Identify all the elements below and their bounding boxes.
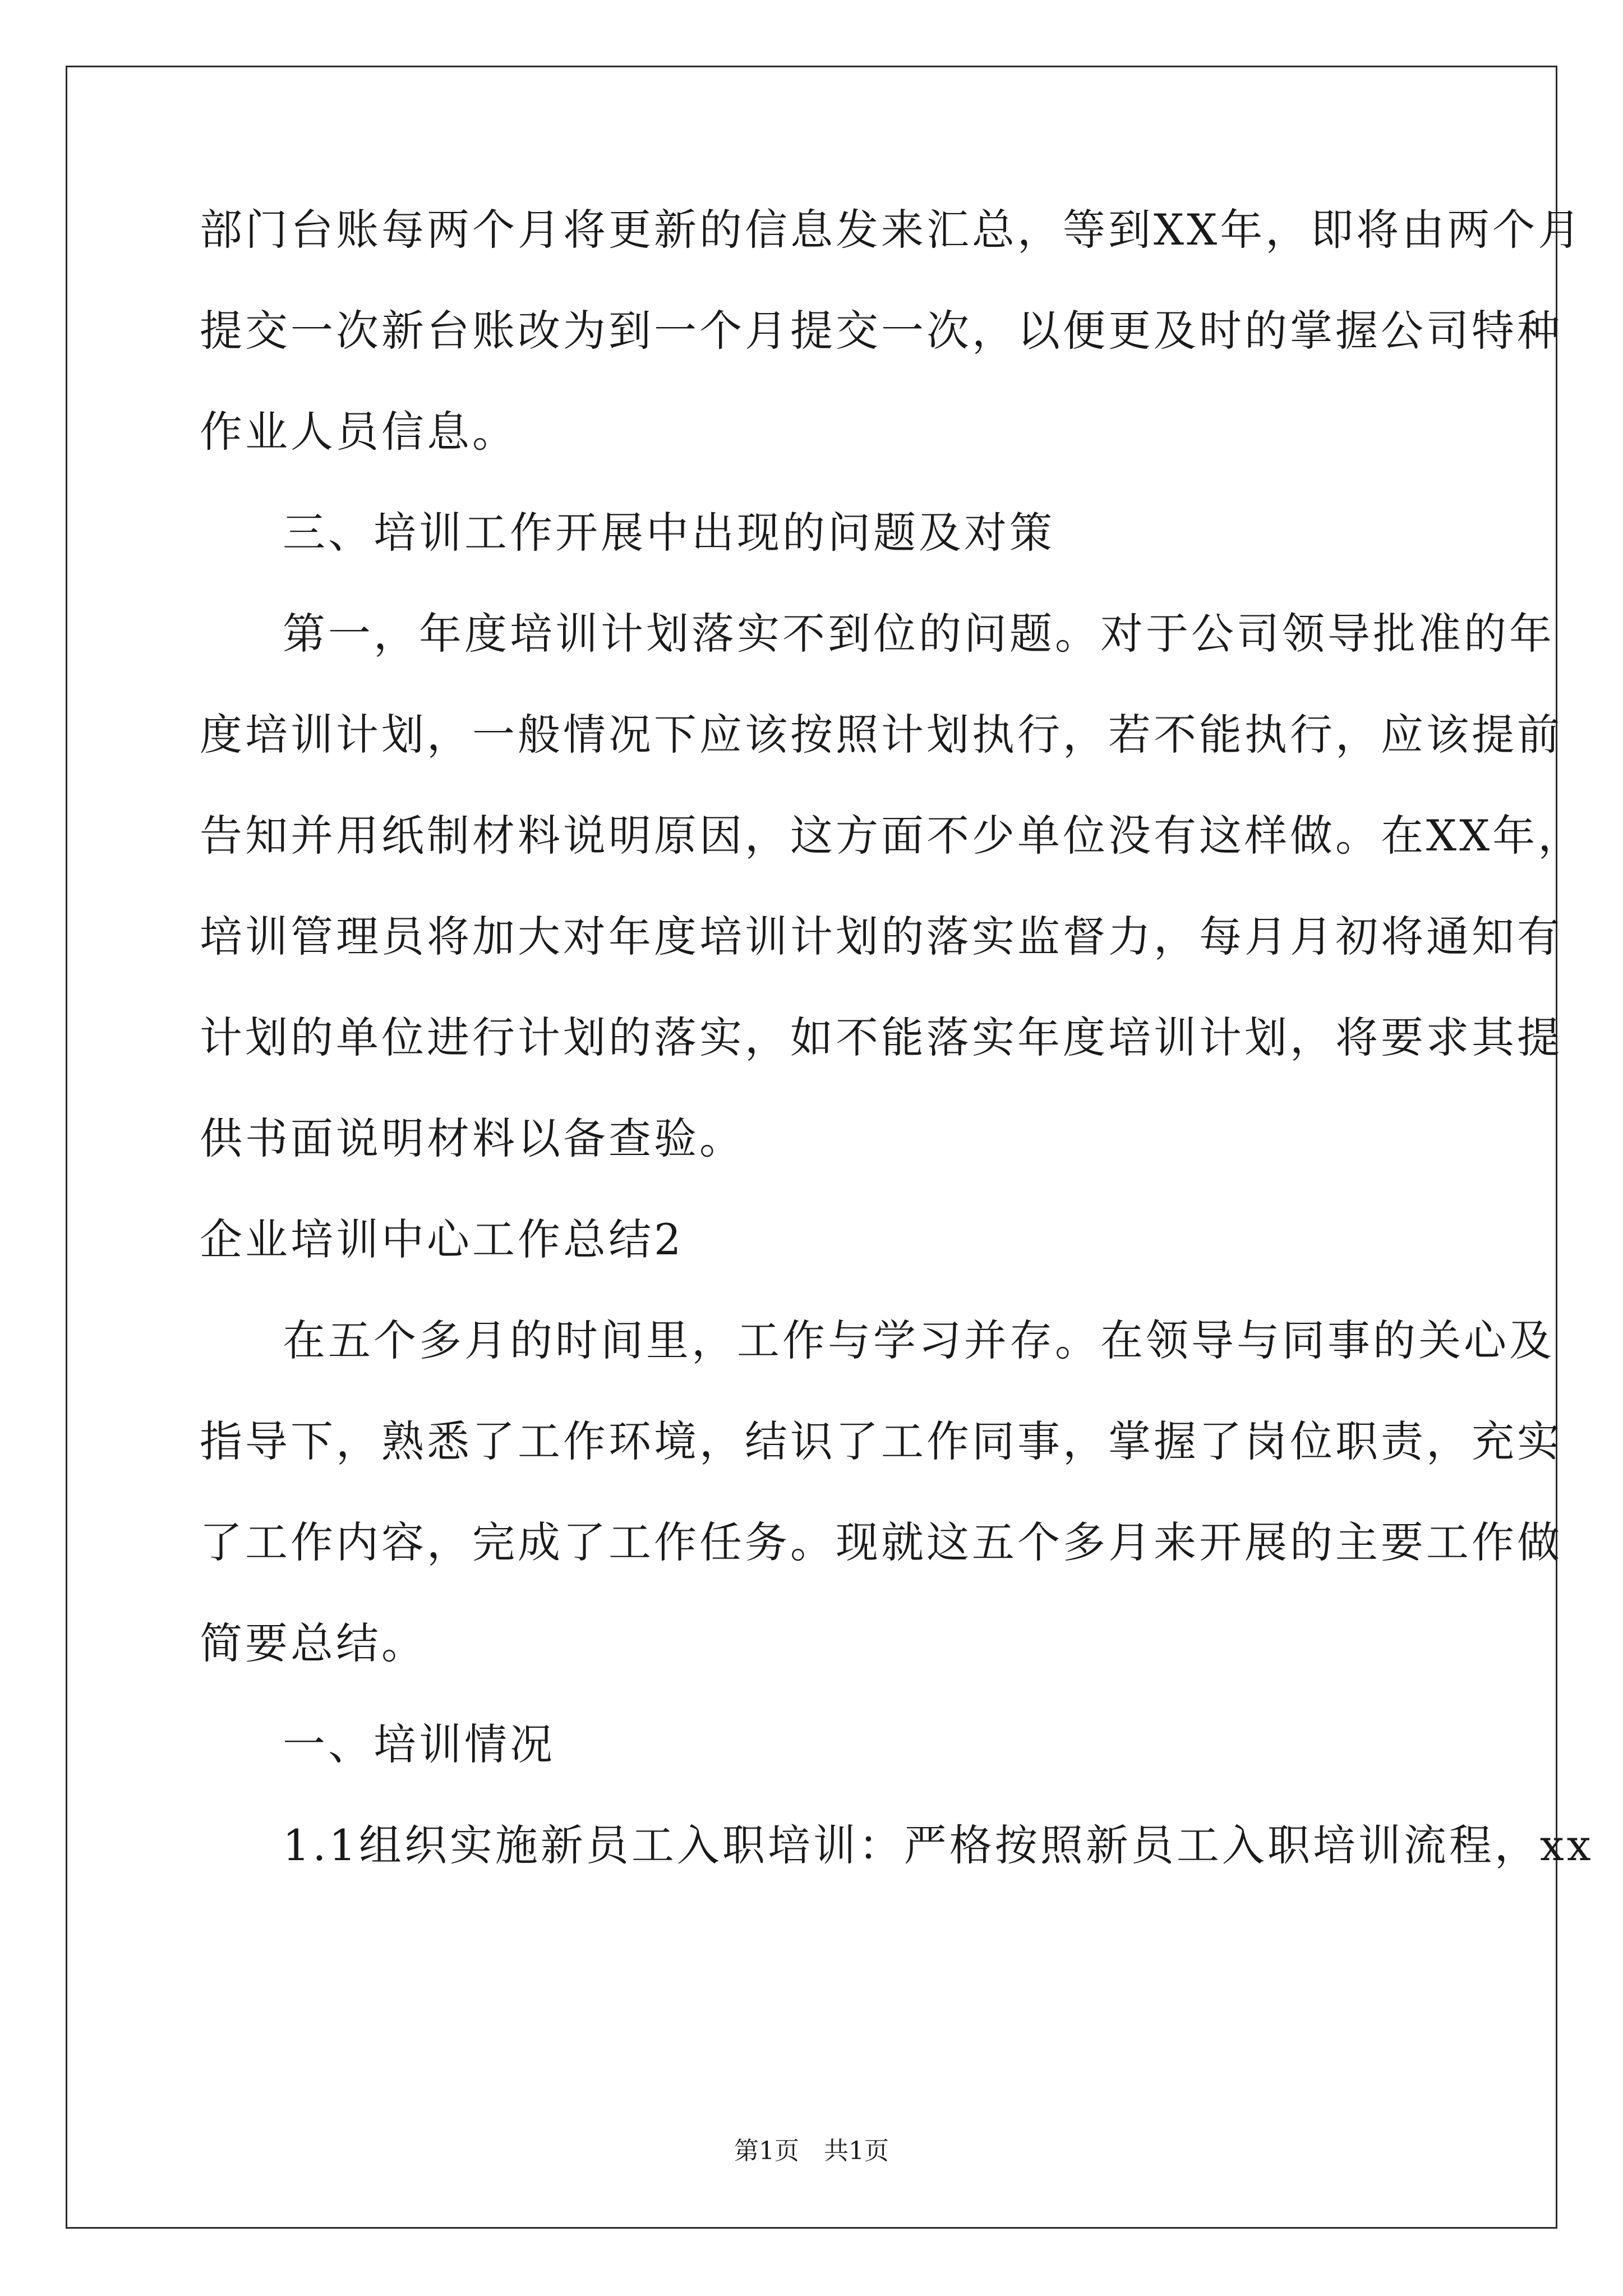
section-heading: 一、培训情况 [283, 1719, 555, 1769]
paragraph-line: 提交一次新台账改为到一个月提交一次，以便更及时的掌握公司特种 [200, 306, 1562, 356]
page-footer: 第1页 共1页 [734, 2137, 889, 2165]
paragraph-line: 在五个多月的时间里，工作与学习并存。在领导与同事的关心及 [283, 1315, 1555, 1365]
section-heading: 三、培训工作开展中出现的问题及对策 [283, 508, 1055, 558]
document-title: 企业培训中心工作总结2 [200, 1214, 684, 1264]
paragraph-line: 培训管理员将加大对年度培训计划的落实监督力，每月月初将通知有 [200, 912, 1562, 961]
paragraph-line: 作业人员信息。 [200, 407, 518, 457]
paragraph-line: 告知并用纸制材料说明原因，这方面不少单位没有这样做。在XX年， [200, 811, 1584, 861]
paragraph-line: 简要总结。 [200, 1618, 427, 1668]
paragraph-line: 供书面说明材料以备查验。 [200, 1114, 745, 1163]
paragraph-line: 度培训计划，一般情况下应该按照计划执行，若不能执行，应该提前 [200, 710, 1562, 760]
paragraph-line: 1.1组织实施新员工入职培训：严格按照新员工入职培训流程，xx [283, 1820, 1594, 1870]
paragraph-line: 第一，年度培训计划落实不到位的问题。对于公司领导批准的年 [283, 609, 1555, 659]
paragraph-line: 了工作内容，完成了工作任务。现就这五个多月来开展的主要工作做 [200, 1517, 1562, 1567]
paragraph-line: 部门台账每两个月将更新的信息发来汇总，等到XX年，即将由两个月 [200, 205, 1584, 255]
paragraph-line: 指导下，熟悉了工作环境，结识了工作同事，掌握了岗位职责，充实 [200, 1416, 1562, 1466]
paragraph-line: 计划的单位进行计划的落实，如不能落实年度培训计划，将要求其提 [200, 1013, 1562, 1062]
